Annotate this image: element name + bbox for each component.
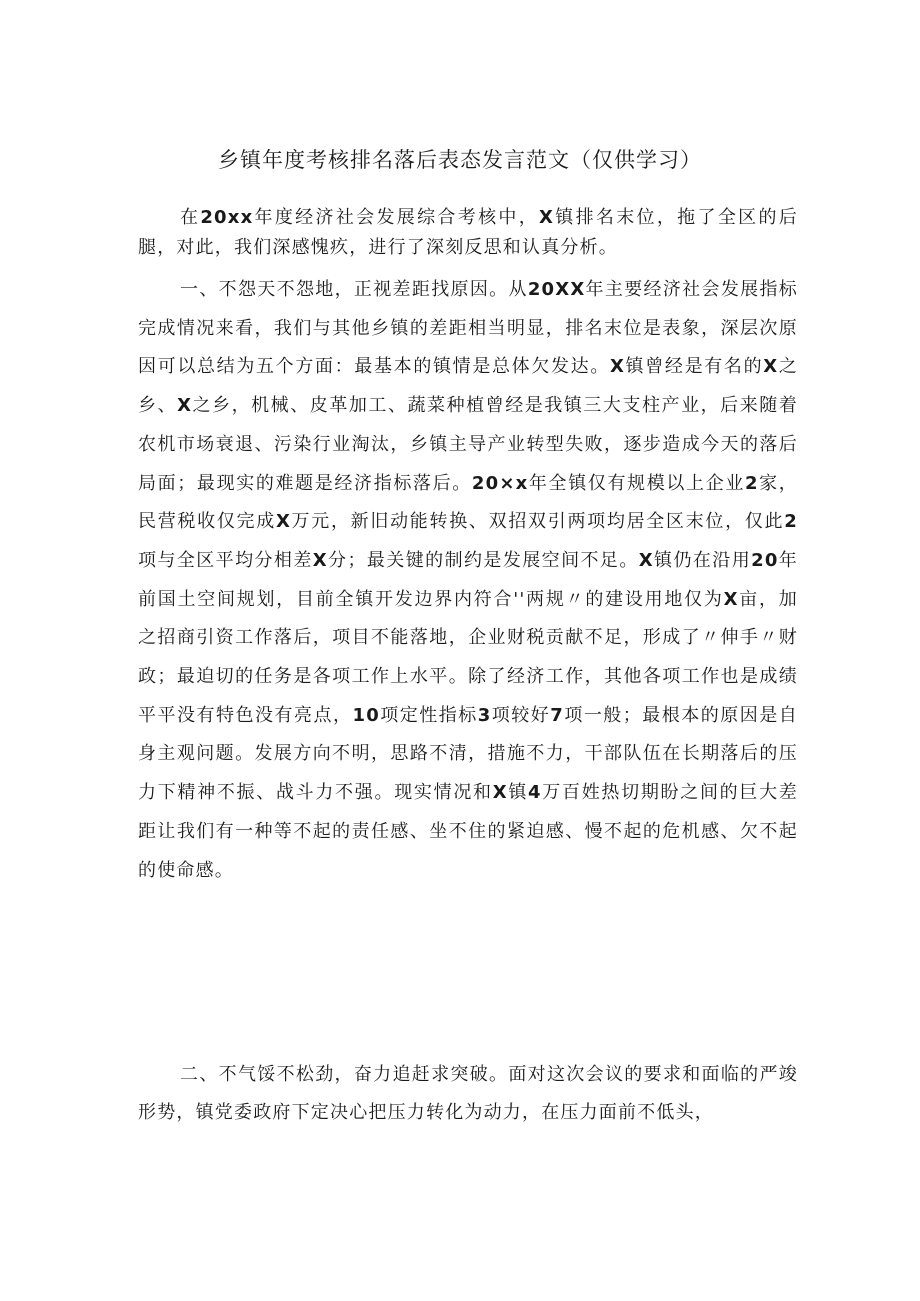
paragraph-section-two: 二、不气馁不松劲，奋力追赶求突破。面对这次会议的要求和面临的严竣形势，镇党委政府下定决心把压力转化为动力，在压力面前不低头， <box>138 1064 798 1123</box>
paragraph-intro: 在20xx年度经济社会发展综合考核中，X镇排名末位，拖了全区的后腿，对此，我们深感愧疚，进行了深刻反思和认真分析。 <box>138 207 798 258</box>
document-title: 乡镇年度考核排名落后表态发言范文（仅供学习） <box>218 148 702 172</box>
paragraph-section-one: 一、不怨天不怨地，正视差距找原因。从20XX年主要经济社会发展指标完成情况来看，我们与其他乡镇的差距相当明显，排名末位是表象，深层次原因可以总结为五个方面：最基本的镇情是总体欠发达。X镇曾经是有名的X之乡、X之乡，机械、皮革加工、蔬菜种植曾经是我镇三大支柱产业，后来随着农机市场衰退、污染行业淘汰，乡镇主导产业转型失败，逐步造成今天的落后局面；最现实的难题是经济指标落后。20×x年全镇仅有规模以上企业2家，民营税收仅完成X万元，新旧动能转换、双招双引两项均居全区末位，仅此2项与全区平均分相差X分；最关键的制约是发展空间不足。X镇仍在沿用20年前国土空间规划，目前全镇开发边界内符合''两规〃的建设用地仅为X亩，加之招商引资工作落后，项目不能落地，企业财税贡献不足，形成了〃伸手〃财政；最迫切的任务是各项工作上水平。除了经济工作，其他各项工作也是成绩平平没有特色没有亮点，10项定性指标3项较好7项一般；最根本的原因是自身主观问题。发展方向不明，思路不清，措施不力，干部队伍在长期落后的压力下精神不振、战斗力不强。现实情况和X镇4万百姓热切期盼之间的巨大差距让我们有一种等不起的责任感、坐不住的紧迫感、慢不起的危机感、欠不起的使命感。 <box>138 279 799 881</box>
